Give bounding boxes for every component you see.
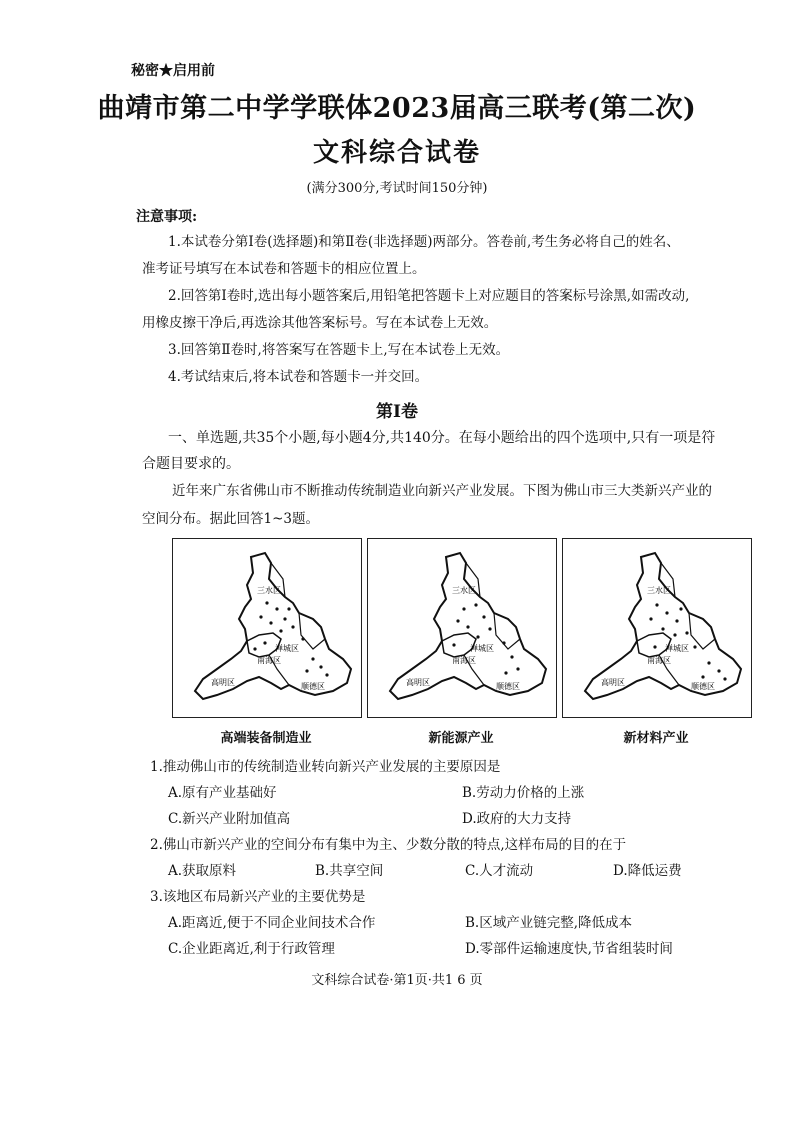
question-3-stem: 3.该地区布局新兴产业的主要优势是 [150,889,366,905]
notice-item-2-line-2: 用橡皮擦干净后,再选涂其他答案标号。写在本试卷上无效。 [142,315,498,331]
section-title: 第Ⅰ卷 [376,402,418,422]
question-2-option-a: A.获取原料 [168,863,237,879]
exam-subject-title: 文科综合试卷 [312,138,481,168]
label-chancheng: 禅城区 [470,644,494,653]
label-sanshui: 三水区 [647,586,671,595]
label-gaoming: 高明区 [211,678,235,687]
map-caption-high-end-equipment: 高端装备制造业 [220,731,312,746]
question-1-option-c: C.新兴产业附加值高 [168,811,291,827]
section-intro-line-1: 一、单选题,共35个小题,每小题4分,共140分。在每小题给出的四个选项中,只有一项是符 [168,430,716,446]
page-footer: 文科综合试卷·第1页·共1 6 页 [311,973,483,988]
question-2-option-c: C.人才流动 [465,863,534,879]
passage-line-2: 空间分布。据此回答1~3题。 [142,511,319,527]
map-panel-new-materials [562,538,752,718]
question-3-option-a: A.距离近,便于不同企业间技术合作 [168,915,376,931]
section-intro-line-2: 合题目要求的。 [142,456,240,472]
notice-heading: 注意事项: [136,209,198,225]
label-shunde: 顺德区 [496,682,520,691]
label-chancheng: 禅城区 [665,644,689,653]
foshan-map-high-end-equipment [173,539,361,717]
label-nanhai: 南海区 [647,656,671,665]
passage-line-1: 近年来广东省佛山市不断推动传统制造业向新兴产业发展。下图为佛山市三大类新兴产业的 [172,483,712,499]
confidential-label: 秘密★启用前 [131,63,215,79]
foshan-map-new-materials [563,539,751,717]
question-2-stem: 2.佛山市新兴产业的空间分布有集中为主、少数分散的特点,这样布局的目的在于 [150,837,627,853]
foshan-map-new-energy [368,539,556,717]
question-1-option-b: B.劳动力价格的上涨 [462,785,585,801]
notice-item-1-line-1: 1.本试卷分第Ⅰ卷(选择题)和第Ⅱ卷(非选择题)两部分。答卷前,考生务必将自己的姓名、 [168,234,680,250]
question-1-option-a: A.原有产业基础好 [168,785,277,801]
notice-item-2-line-1: 2.回答第Ⅰ卷时,选出每小题答案后,用铅笔把答题卡上对应题目的答案标号涂黑,如需改动, [168,288,690,304]
exam-title: 曲靖市第二中学学联体2023届高三联考(第二次) [97,93,697,124]
question-1-stem: 1.推动佛山市的传统制造业转向新兴产业发展的主要原因是 [150,759,501,775]
label-sanshui: 三水区 [257,586,281,595]
map-panel-new-energy [367,538,557,718]
notice-item-3: 3.回答第Ⅱ卷时,将答案写在答题卡上,写在本试卷上无效。 [168,342,510,358]
map-caption-new-materials: 新材料产业 [623,731,689,746]
notice-item-4: 4.考试结束后,将本试卷和答题卡一并交回。 [168,369,429,385]
exam-subtitle: (满分300分,考试时间150分钟) [306,181,488,196]
question-3-option-d: D.零部件运输速度快,节省组装时间 [465,941,673,957]
notice-item-1-line-2: 准考证号填写在本试卷和答题卡的相应位置上。 [142,261,426,277]
label-sanshui: 三水区 [452,586,476,595]
label-nanhai: 南海区 [257,656,281,665]
map-panel-high-end-equipment [172,538,362,718]
map-caption-new-energy: 新能源产业 [428,731,494,746]
label-shunde: 顺德区 [301,682,325,691]
question-1-option-d: D.政府的大力支持 [462,811,572,827]
label-shunde: 顺德区 [691,682,715,691]
question-3-option-c: C.企业距离近,利于行政管理 [168,941,335,957]
label-gaoming: 高明区 [406,678,430,687]
question-2-option-b: B.共享空间 [315,863,384,879]
label-chancheng: 禅城区 [275,644,299,653]
question-3-option-b: B.区域产业链完整,降低成本 [465,915,633,931]
label-nanhai: 南海区 [452,656,476,665]
question-2-option-d: D.降低运费 [613,863,682,879]
label-gaoming: 高明区 [601,678,625,687]
